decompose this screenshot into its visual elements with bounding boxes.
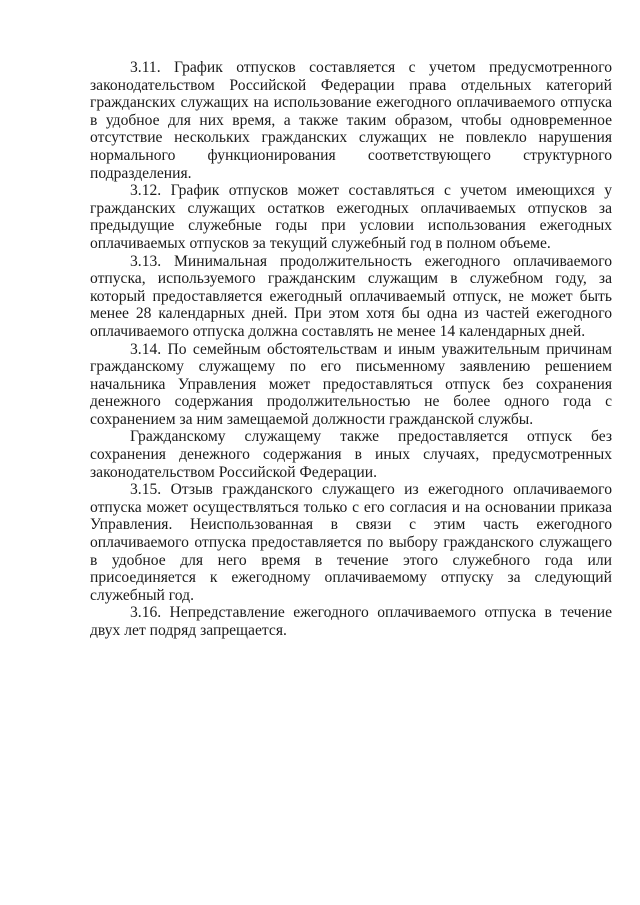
paragraph-3-11: 3.11. График отпусков составляется с учетом предусмотренного законодательством Российской Федерации права отдельных категорий гражданских служащих на использование ежегодного оплачиваемого отпуска в удобное для них время, а также таким образом, чтобы одновременное отсутствие нескольких гражданских служащих не повлекло нарушения нормального функционирования соответствующего структурного подразделения. bbox=[90, 59, 612, 182]
paragraph-3-15: 3.15. Отзыв гражданского служащего из ежегодного оплачиваемого отпуска может осуществляться только с его согласия и на основании приказа Управления. Неиспользованная в связи с этим часть ежегодного оплачиваемого отпуска предоставляется по выбору гражданского служащего в удобное для него время в течение этого служебного года или присоединяется к ежегодному оплачиваемому отпуску за следующий служебный год. bbox=[90, 481, 612, 604]
paragraph-3-16: 3.16. Непредставление ежегодного оплачиваемого отпуска в течение двух лет подряд запрещается. bbox=[90, 604, 612, 639]
paragraph-3-14-continuation: Гражданскому служащему также предоставляется отпуск без сохранения денежного содержания в иных случаях, предусмотренных законодательством Российской Федерации. bbox=[90, 428, 612, 481]
paragraph-3-12: 3.12. График отпусков может составляться с учетом имеющихся у гражданских служащих остатков ежегодных оплачиваемых отпусков за предыдущие служебные годы при условии использования ежегодных оплачиваемых отпусков за текущий служебный год в полном объеме. bbox=[90, 182, 612, 252]
paragraph-3-14: 3.14. По семейным обстоятельствам и иным уважительным причинам гражданскому служащему по его письменному заявлению решением начальника Управления может предоставляться отпуск без сохранения денежного содержания продолжительностью не более одного года с сохранением за ним замещаемой должности гражданской службы. bbox=[90, 340, 612, 428]
document-page bbox=[90, 59, 612, 640]
paragraph-3-13: 3.13. Минимальная продолжительность ежегодного оплачиваемого отпуска, используемого гражданским служащим в служебном году, за который предоставляется ежегодный оплачиваемый отпуск, не может быть менее 28 календарных дней. При этом хотя бы одна из частей ежегодного оплачиваемого отпуска должна составлять не менее 14 календарных дней. bbox=[90, 252, 612, 340]
